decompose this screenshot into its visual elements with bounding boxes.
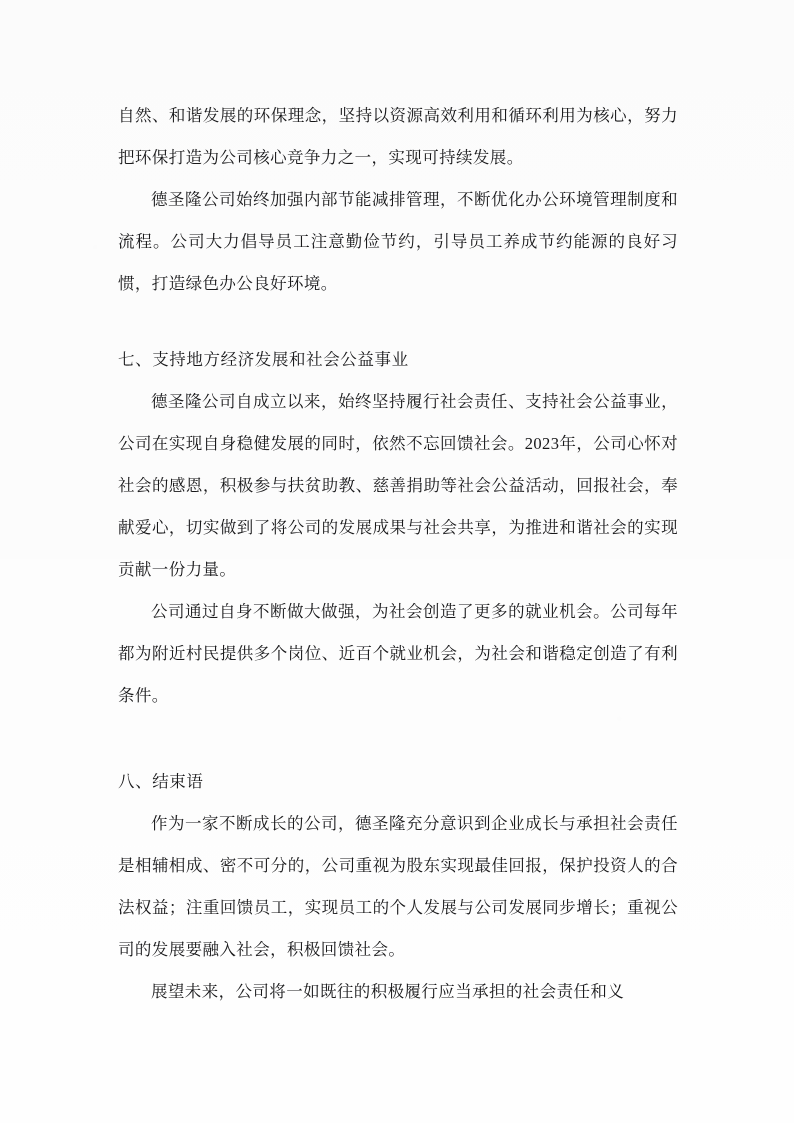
paragraph-conclusion-one: 作为一家不断成长的公司，德圣隆充分意识到企业成长与承担社会责任是相辅相成、密不可分的，公司重视为股东实现最佳回报，保护投资人的合法权益；注重回馈员工，实现员工的个人发展与公司发展同步增长；重视公司的发展要融入社会，积极回馈社会。 <box>118 814 678 959</box>
section-spacer <box>118 305 678 339</box>
section-spacer-two <box>118 717 678 761</box>
paragraph-conclusion-two: 展望未来，公司将一如既往的积极履行应当承担的社会责任和义 <box>151 982 625 1001</box>
paragraph-energy-management: 德圣隆公司始终加强内部节能减排管理，不断优化办公环境管理制度和流程。公司大力倡导员工注意勤俭节约，引导员工养成节约能源的良好习惯，打造绿色办公良好环境。 <box>118 190 678 293</box>
paragraph-continuation: 自然、和谐发展的环保理念，坚持以资源高效利用和循环利用为核心，努力把环保打造为公司核心竞争力之一，实现可持续发展。 <box>118 106 678 167</box>
paragraph-public-welfare: 德圣隆公司自成立以来，始终坚持履行社会责任、支持社会公益事业，公司在实现自身稳健发展的同时，依然不忘回馈社会。2023年，公司心怀对社会的感恩，积极参与扶贫助教、慈善捐助等社会公益活动，回报社会，奉献爱心，切实做到了将公司的发展成果与社会共享，为推进和谐社会的实现贡献一份力量。 <box>118 392 678 579</box>
document-body <box>118 95 678 1013</box>
heading-section-eight: 八、结束语 <box>118 773 204 791</box>
paragraph-employment: 公司通过自身不断做大做强，为社会创造了更多的就业机会。公司每年都为附近村民提供多个岗位、近百个就业机会，为社会和谐稳定创造了有利条件。 <box>118 602 678 705</box>
heading-section-seven: 七、支持地方经济发展和社会公益事业 <box>118 351 409 369</box>
